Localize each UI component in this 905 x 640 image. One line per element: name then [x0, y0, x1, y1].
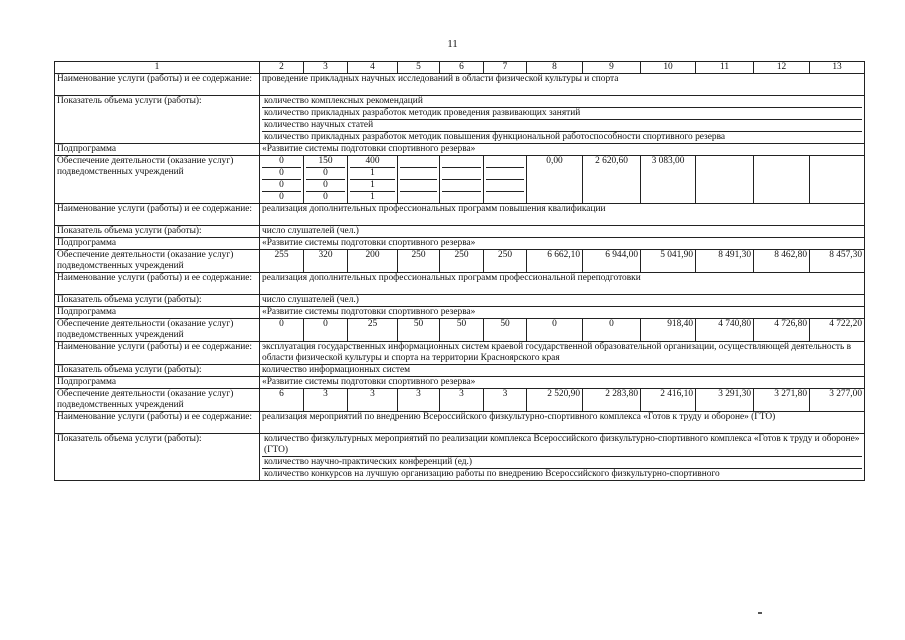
value: 50 — [484, 319, 527, 342]
value: 25 — [348, 319, 398, 342]
value: 3 — [440, 389, 484, 412]
service-name-value: реализация дополнительных профессиональных программ повышения квалификации — [260, 204, 865, 226]
value: 320 — [304, 250, 348, 273]
finance-value: 0,00 — [527, 156, 583, 204]
subprogram-label: Подпрограмма — [55, 238, 260, 250]
service-name-label: Наименование услуги (работы) и ее содержание: — [55, 74, 260, 96]
value: 0 — [323, 192, 328, 202]
service-name-value: эксплуатация государственных информационных систем краевой государственной образовательной организации, осуществляющей деятельность в области физической культуры и спорта на территории Красноярского края — [260, 342, 865, 365]
col-header: 3 — [304, 62, 348, 74]
subprogram-value: «Развитие системы подготовки спортивного резерва» — [260, 307, 865, 319]
service-name-row — [55, 204, 865, 226]
service-name-row — [55, 342, 865, 365]
indicator-label: Показатель объема услуги (работы): — [55, 226, 260, 238]
service-name-label: Наименование услуги (работы) и ее содержание: — [55, 204, 260, 226]
finance-value: 2 283,80 — [583, 389, 641, 412]
value: 3 — [398, 389, 440, 412]
indicator-label: Показатель объема услуги (работы): — [55, 365, 260, 377]
value: 6 — [260, 389, 304, 412]
finance-value: 6 944,00 — [583, 250, 641, 273]
finance-value: 2 416,10 — [641, 389, 696, 412]
services-table — [54, 61, 865, 481]
indicator-item: количество научно-практических конференций (ед.) — [262, 457, 862, 469]
finance-value: 8 457,30 — [810, 250, 865, 273]
value: 1 — [350, 180, 395, 192]
service-name-row — [55, 412, 865, 434]
col-header: 7 — [484, 62, 527, 74]
value: 255 — [260, 250, 304, 273]
subprogram-label: Подпрограмма — [55, 144, 260, 156]
col-header: 12 — [754, 62, 810, 74]
value: 0 — [304, 319, 348, 342]
subprogram-value: «Развитие системы подготовки спортивного резерва» — [260, 144, 865, 156]
finance-value: 4 726,80 — [754, 319, 810, 342]
provision-row — [55, 250, 865, 273]
finance-value: 2 620,60 — [583, 156, 641, 204]
subprogram-value: «Развитие системы подготовки спортивного резерва» — [260, 238, 865, 250]
indicator-list — [260, 434, 865, 481]
finance-value: 6 662,10 — [527, 250, 583, 273]
indicator-item: количество комплексных рекомендаций — [262, 96, 862, 108]
header-row — [55, 62, 865, 74]
indicator-item: число слушателей (чел.) — [260, 295, 865, 307]
indicator-row — [55, 226, 865, 238]
value: 3 — [348, 389, 398, 412]
service-name-value: реализация мероприятий по внедрению Всероссийского физкультурно-спортивного комплекса «Готов к труду и обороне» (ГТО) — [260, 412, 865, 434]
service-name-label: Наименование услуги (работы) и ее содержание: — [55, 412, 260, 434]
value-cell — [348, 156, 398, 204]
col-header: 9 — [583, 62, 641, 74]
value-cell — [440, 156, 484, 204]
value: 0 — [279, 192, 284, 202]
finance-value: 0 — [527, 319, 583, 342]
finance-value: 3 271,80 — [754, 389, 810, 412]
subprogram-row — [55, 307, 865, 319]
value: 250 — [398, 250, 440, 273]
indicator-item: количество научных статей — [262, 120, 862, 132]
value: 1 — [370, 192, 375, 202]
indicator-item: количество конкурсов на лучшую организацию работы по внедрению Всероссийского физкультурно-спортивного — [264, 469, 720, 479]
finance-value: 8 462,80 — [754, 250, 810, 273]
finance-value — [754, 156, 810, 204]
service-name-label: Наименование услуги (работы) и ее содержание: — [55, 273, 260, 295]
value: 0 — [260, 319, 304, 342]
indicator-item: количество физкультурных мероприятий по реализации комплекса Всероссийского физкультурно-спортивного комплекса «Готов к труду и обороне» (ГТО) — [262, 434, 862, 457]
value-cell — [260, 156, 304, 204]
col-header: 5 — [398, 62, 440, 74]
provision-row — [55, 389, 865, 412]
col-header: 11 — [696, 62, 754, 74]
value: 150 — [306, 156, 345, 168]
value: 0 — [262, 156, 301, 168]
value: 200 — [348, 250, 398, 273]
page-number: 11 — [447, 38, 458, 50]
provision-row — [55, 156, 865, 204]
value: 250 — [440, 250, 484, 273]
finance-value: 3 277,00 — [810, 389, 865, 412]
subprogram-row — [55, 377, 865, 389]
value-cell — [304, 156, 348, 204]
col-header: 2 — [260, 62, 304, 74]
service-name-value: проведение прикладных научных исследований в области физической культуры и спорта — [260, 74, 865, 96]
finance-value: 0 — [583, 319, 641, 342]
indicator-label: Показатель объема услуги (работы): — [55, 295, 260, 307]
col-header: 8 — [527, 62, 583, 74]
col-header: 10 — [641, 62, 696, 74]
subprogram-value: «Развитие системы подготовки спортивного резерва» — [260, 377, 865, 389]
value-cell — [398, 156, 440, 204]
subprogram-label: Подпрограмма — [55, 307, 260, 319]
indicator-item: количество прикладных разработок методик проведения развивающих занятий — [262, 108, 862, 120]
indicator-row — [55, 96, 865, 144]
col-header: 6 — [440, 62, 484, 74]
value: 50 — [398, 319, 440, 342]
value: 3 — [484, 389, 527, 412]
value: 400 — [350, 156, 395, 168]
provision-row — [55, 319, 865, 342]
finance-value: 3 083,00 — [641, 156, 696, 204]
indicator-label: Показатель объема услуги (работы): — [55, 96, 260, 144]
value: 250 — [484, 250, 527, 273]
col-header: 1 — [55, 62, 260, 74]
subprogram-row — [55, 238, 865, 250]
indicator-label: Показатель объема услуги (работы): — [55, 434, 260, 481]
service-name-row — [55, 273, 865, 295]
finance-value — [810, 156, 865, 204]
value: 0 — [306, 180, 345, 192]
scan-mark — [758, 612, 762, 614]
finance-value: 5 041,90 — [641, 250, 696, 273]
subprogram-row — [55, 144, 865, 156]
value: 0 — [262, 180, 301, 192]
indicator-list — [260, 96, 865, 144]
provision-label: Обеспечение деятельности (оказание услуг) подведомственных учреждений — [55, 389, 260, 412]
finance-value: 918,40 — [641, 319, 696, 342]
value: 0 — [262, 168, 301, 180]
indicator-row — [55, 434, 865, 481]
service-name-row — [55, 74, 865, 96]
service-name-label: Наименование услуги (работы) и ее содержание: — [55, 342, 260, 365]
provision-label: Обеспечение деятельности (оказание услуг) подведомственных учреждений — [55, 156, 260, 204]
col-header: 13 — [810, 62, 865, 74]
value: 50 — [440, 319, 484, 342]
indicator-item: число слушателей (чел.) — [260, 226, 865, 238]
subprogram-label: Подпрограмма — [55, 377, 260, 389]
indicator-item: количество информационных систем — [260, 365, 865, 377]
service-name-value: реализация дополнительных профессиональных программ профессиональной переподготовки — [260, 273, 865, 295]
value-cell — [484, 156, 527, 204]
provision-label: Обеспечение деятельности (оказание услуг) подведомственных учреждений — [55, 250, 260, 273]
finance-value: 3 291,30 — [696, 389, 754, 412]
finance-value — [696, 156, 754, 204]
finance-value: 4 740,80 — [696, 319, 754, 342]
value: 3 — [304, 389, 348, 412]
value: 0 — [306, 168, 345, 180]
indicator-row — [55, 365, 865, 377]
value: 1 — [350, 168, 395, 180]
col-header: 4 — [348, 62, 398, 74]
provision-label: Обеспечение деятельности (оказание услуг) подведомственных учреждений — [55, 319, 260, 342]
finance-value: 8 491,30 — [696, 250, 754, 273]
indicator-item: количество прикладных разработок методик повышения функциональной работоспособности спортивного резерва — [264, 132, 726, 142]
finance-value: 4 722,20 — [810, 319, 865, 342]
indicator-row — [55, 295, 865, 307]
finance-value: 2 520,90 — [527, 389, 583, 412]
